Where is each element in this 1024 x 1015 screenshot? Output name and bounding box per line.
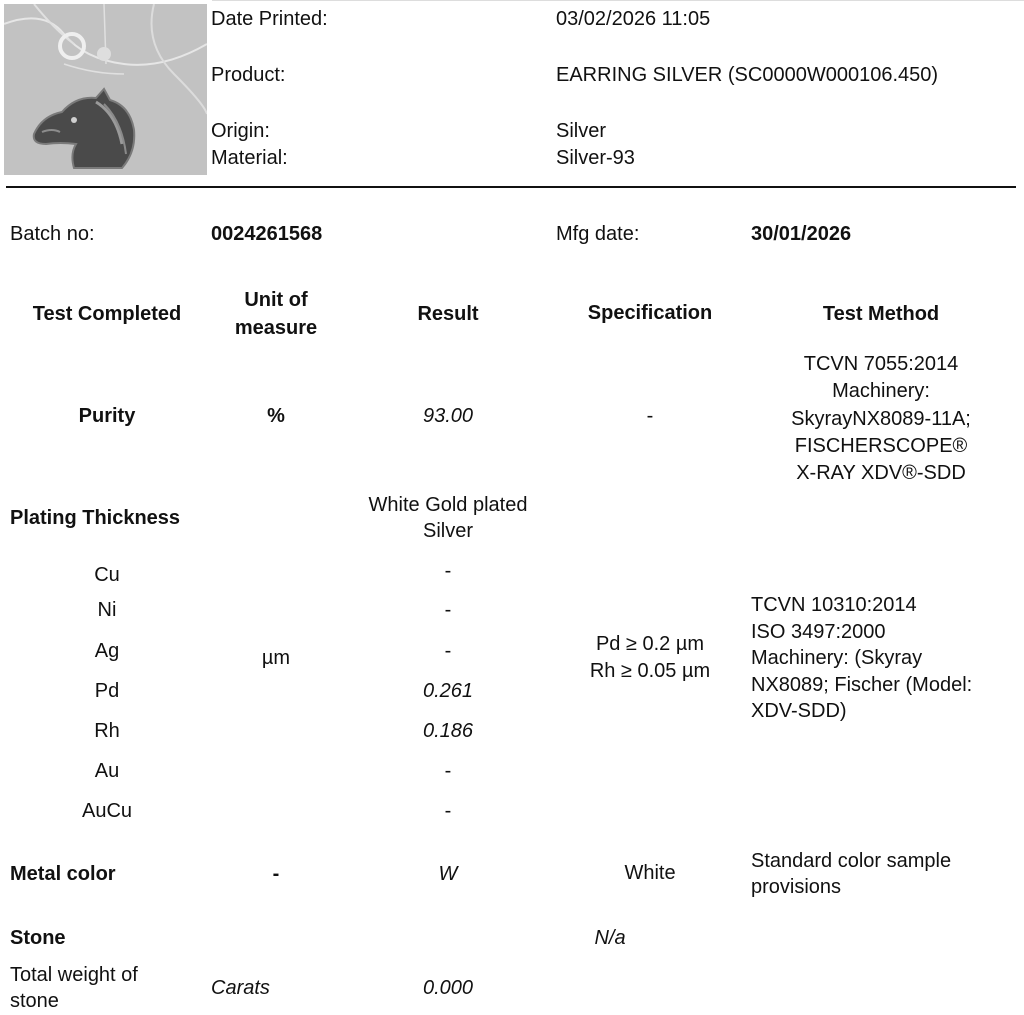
metal-color-name: Metal color: [10, 863, 116, 885]
plating-method-line: ISO 3497:2000: [751, 621, 886, 643]
metal-color-result: W: [438, 863, 458, 885]
mfg-date-label: Mfg date:: [556, 223, 640, 245]
purity-spec: -: [646, 405, 654, 427]
element-name: Rh: [94, 720, 120, 742]
top-border: [212, 0, 1024, 1]
element-value: -: [444, 760, 452, 782]
batch-label: Batch no:: [10, 223, 95, 245]
batch-value: 0024261568: [211, 223, 323, 245]
plating-spec-line2: Rh ≥ 0.05 µm: [589, 660, 711, 682]
element-value: -: [444, 640, 452, 662]
total-weight-unit: Carats: [211, 977, 270, 999]
total-weight-name-line2: stone: [10, 990, 59, 1012]
plating-result-line2: Silver: [422, 520, 474, 542]
element-value: -: [444, 800, 452, 822]
plating-name: Plating Thickness: [10, 507, 181, 529]
element-name: Au: [94, 760, 120, 782]
header-test-completed: Test Completed: [32, 303, 182, 325]
header-unit-line1: Unit of: [244, 289, 308, 311]
element-value: 0.186: [422, 720, 474, 742]
date-printed-label: Date Printed:: [211, 8, 328, 30]
metal-color-unit: -: [272, 863, 280, 885]
element-value: -: [444, 599, 452, 621]
plating-unit: µm: [261, 647, 291, 669]
plating-spec-line1: Pd ≥ 0.2 µm: [595, 633, 705, 655]
element-name: Pd: [94, 680, 120, 702]
origin-label: Origin:: [211, 120, 270, 142]
total-weight-result: 0.000: [422, 977, 474, 999]
header-divider: [6, 186, 1016, 188]
metal-color-method-line2: provisions: [751, 876, 842, 898]
plating-method-line: Machinery: (Skyray: [751, 647, 923, 669]
origin-value: Silver: [556, 120, 607, 142]
material-value: Silver-93: [556, 147, 635, 169]
element-name: Cu: [94, 564, 120, 586]
mfg-date-value: 30/01/2026: [751, 223, 852, 245]
purity-method-line: SkyrayNX8089-11A;: [791, 408, 971, 430]
purity-method-line: X-RAY XDV®-SDD: [796, 462, 966, 484]
element-name: Ni: [97, 599, 117, 621]
plating-method-line: TCVN 10310:2014: [751, 594, 917, 616]
plating-method-line: NX8089; Fischer (Model:: [751, 674, 973, 696]
product-value: EARRING SILVER (SC0000W000106.450): [556, 64, 939, 86]
header-specification: Specification: [587, 302, 713, 324]
metal-color-spec: White: [624, 862, 676, 884]
element-value: 0.261: [422, 680, 474, 702]
product-photo: [4, 4, 207, 175]
horse-pendant-image: [4, 4, 207, 175]
element-name: Ag: [94, 640, 120, 662]
metal-color-method-line1: Standard color sample: [751, 850, 952, 872]
date-printed-value: 03/02/2026 11:05: [556, 8, 711, 30]
purity-method-line: TCVN 7055:2014: [803, 353, 959, 375]
header-test-method: Test Method: [822, 303, 940, 325]
header-result: Result: [417, 303, 479, 325]
purity-name: Purity: [78, 405, 136, 427]
purity-method-line: FISCHERSCOPE®: [794, 435, 968, 457]
purity-result: 93.00: [422, 405, 474, 427]
product-label: Product:: [211, 64, 286, 86]
plating-method-line: XDV-SDD): [751, 700, 847, 722]
stone-name: Stone: [10, 927, 66, 949]
total-weight-name-line1: Total weight of: [10, 964, 138, 986]
element-name: AuCu: [81, 800, 133, 822]
plating-result-line1: White Gold plated: [368, 494, 528, 516]
material-label: Material:: [211, 147, 288, 169]
stone-spec: N/a: [594, 927, 626, 949]
purity-unit: %: [267, 405, 285, 427]
header-unit-line2: measure: [234, 317, 318, 339]
purity-method-line: Machinery:: [832, 380, 930, 402]
element-value: -: [444, 560, 452, 582]
